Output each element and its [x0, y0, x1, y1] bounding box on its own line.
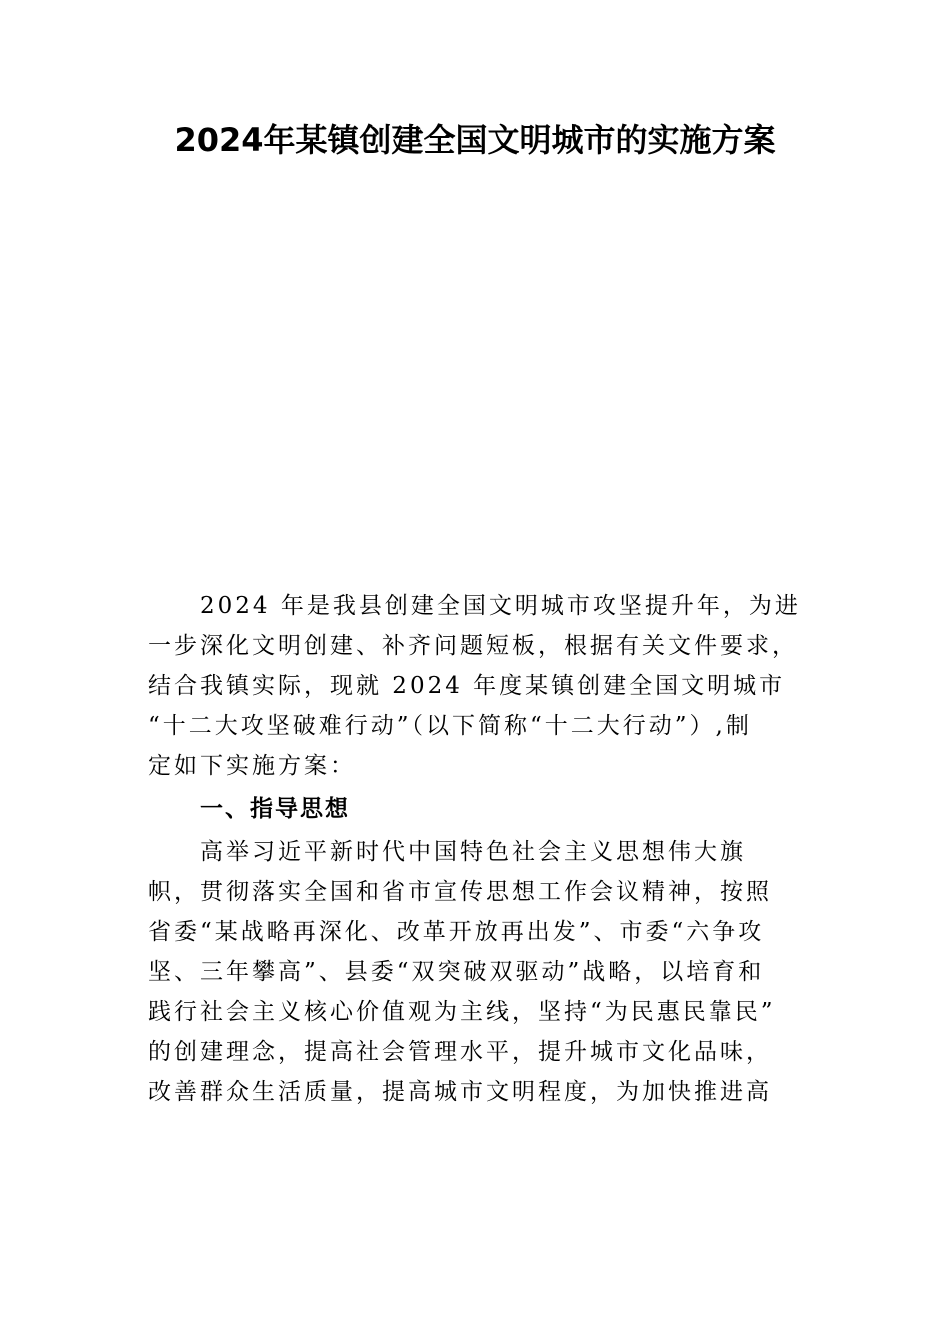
section-paragraph-line: 帜，贯彻落实全国和省市宣传思想工作会议精神，按照: [148, 879, 772, 905]
document-title: 2024年某镇创建全国文明城市的实施方案: [174, 121, 776, 159]
intro-paragraph-line: “十二大攻坚破难行动”（以下简称“十二大行动”）,制: [148, 713, 752, 739]
section-paragraph-line: 坚、三年攀高”、县委“双突破双驱动”战略，以培育和: [148, 959, 765, 985]
intro-paragraph-line: 2024 年是我县创建全国文明城市攻坚提升年，为进: [200, 593, 801, 619]
section-paragraph-line: 的创建理念，提高社会管理水平，提升城市文化品味，: [148, 1039, 772, 1065]
intro-paragraph-line: 定如下实施方案：: [148, 753, 356, 779]
intro-paragraph-line: 结合我镇实际，现就 2024 年度某镇创建全国文明城市: [148, 673, 786, 699]
section-paragraph-line: 改善群众生活质量，提高城市文明程度，为加快推进高: [148, 1079, 772, 1105]
section-paragraph-line: 省委“某战略再深化、改革开放再出发”、市委“六争攻: [148, 919, 765, 945]
section-paragraph-line: 高举习近平新时代中国特色社会主义思想伟大旗: [200, 839, 746, 865]
section-heading: 一、指导思想: [200, 796, 350, 822]
section-paragraph-line: 践行社会主义核心价值观为主线，坚持“为民惠民靠民”: [148, 999, 776, 1025]
intro-paragraph-line: 一步深化文明创建、补齐问题短板，根据有关文件要求，: [148, 633, 798, 659]
document-body: [148, 586, 808, 1112]
